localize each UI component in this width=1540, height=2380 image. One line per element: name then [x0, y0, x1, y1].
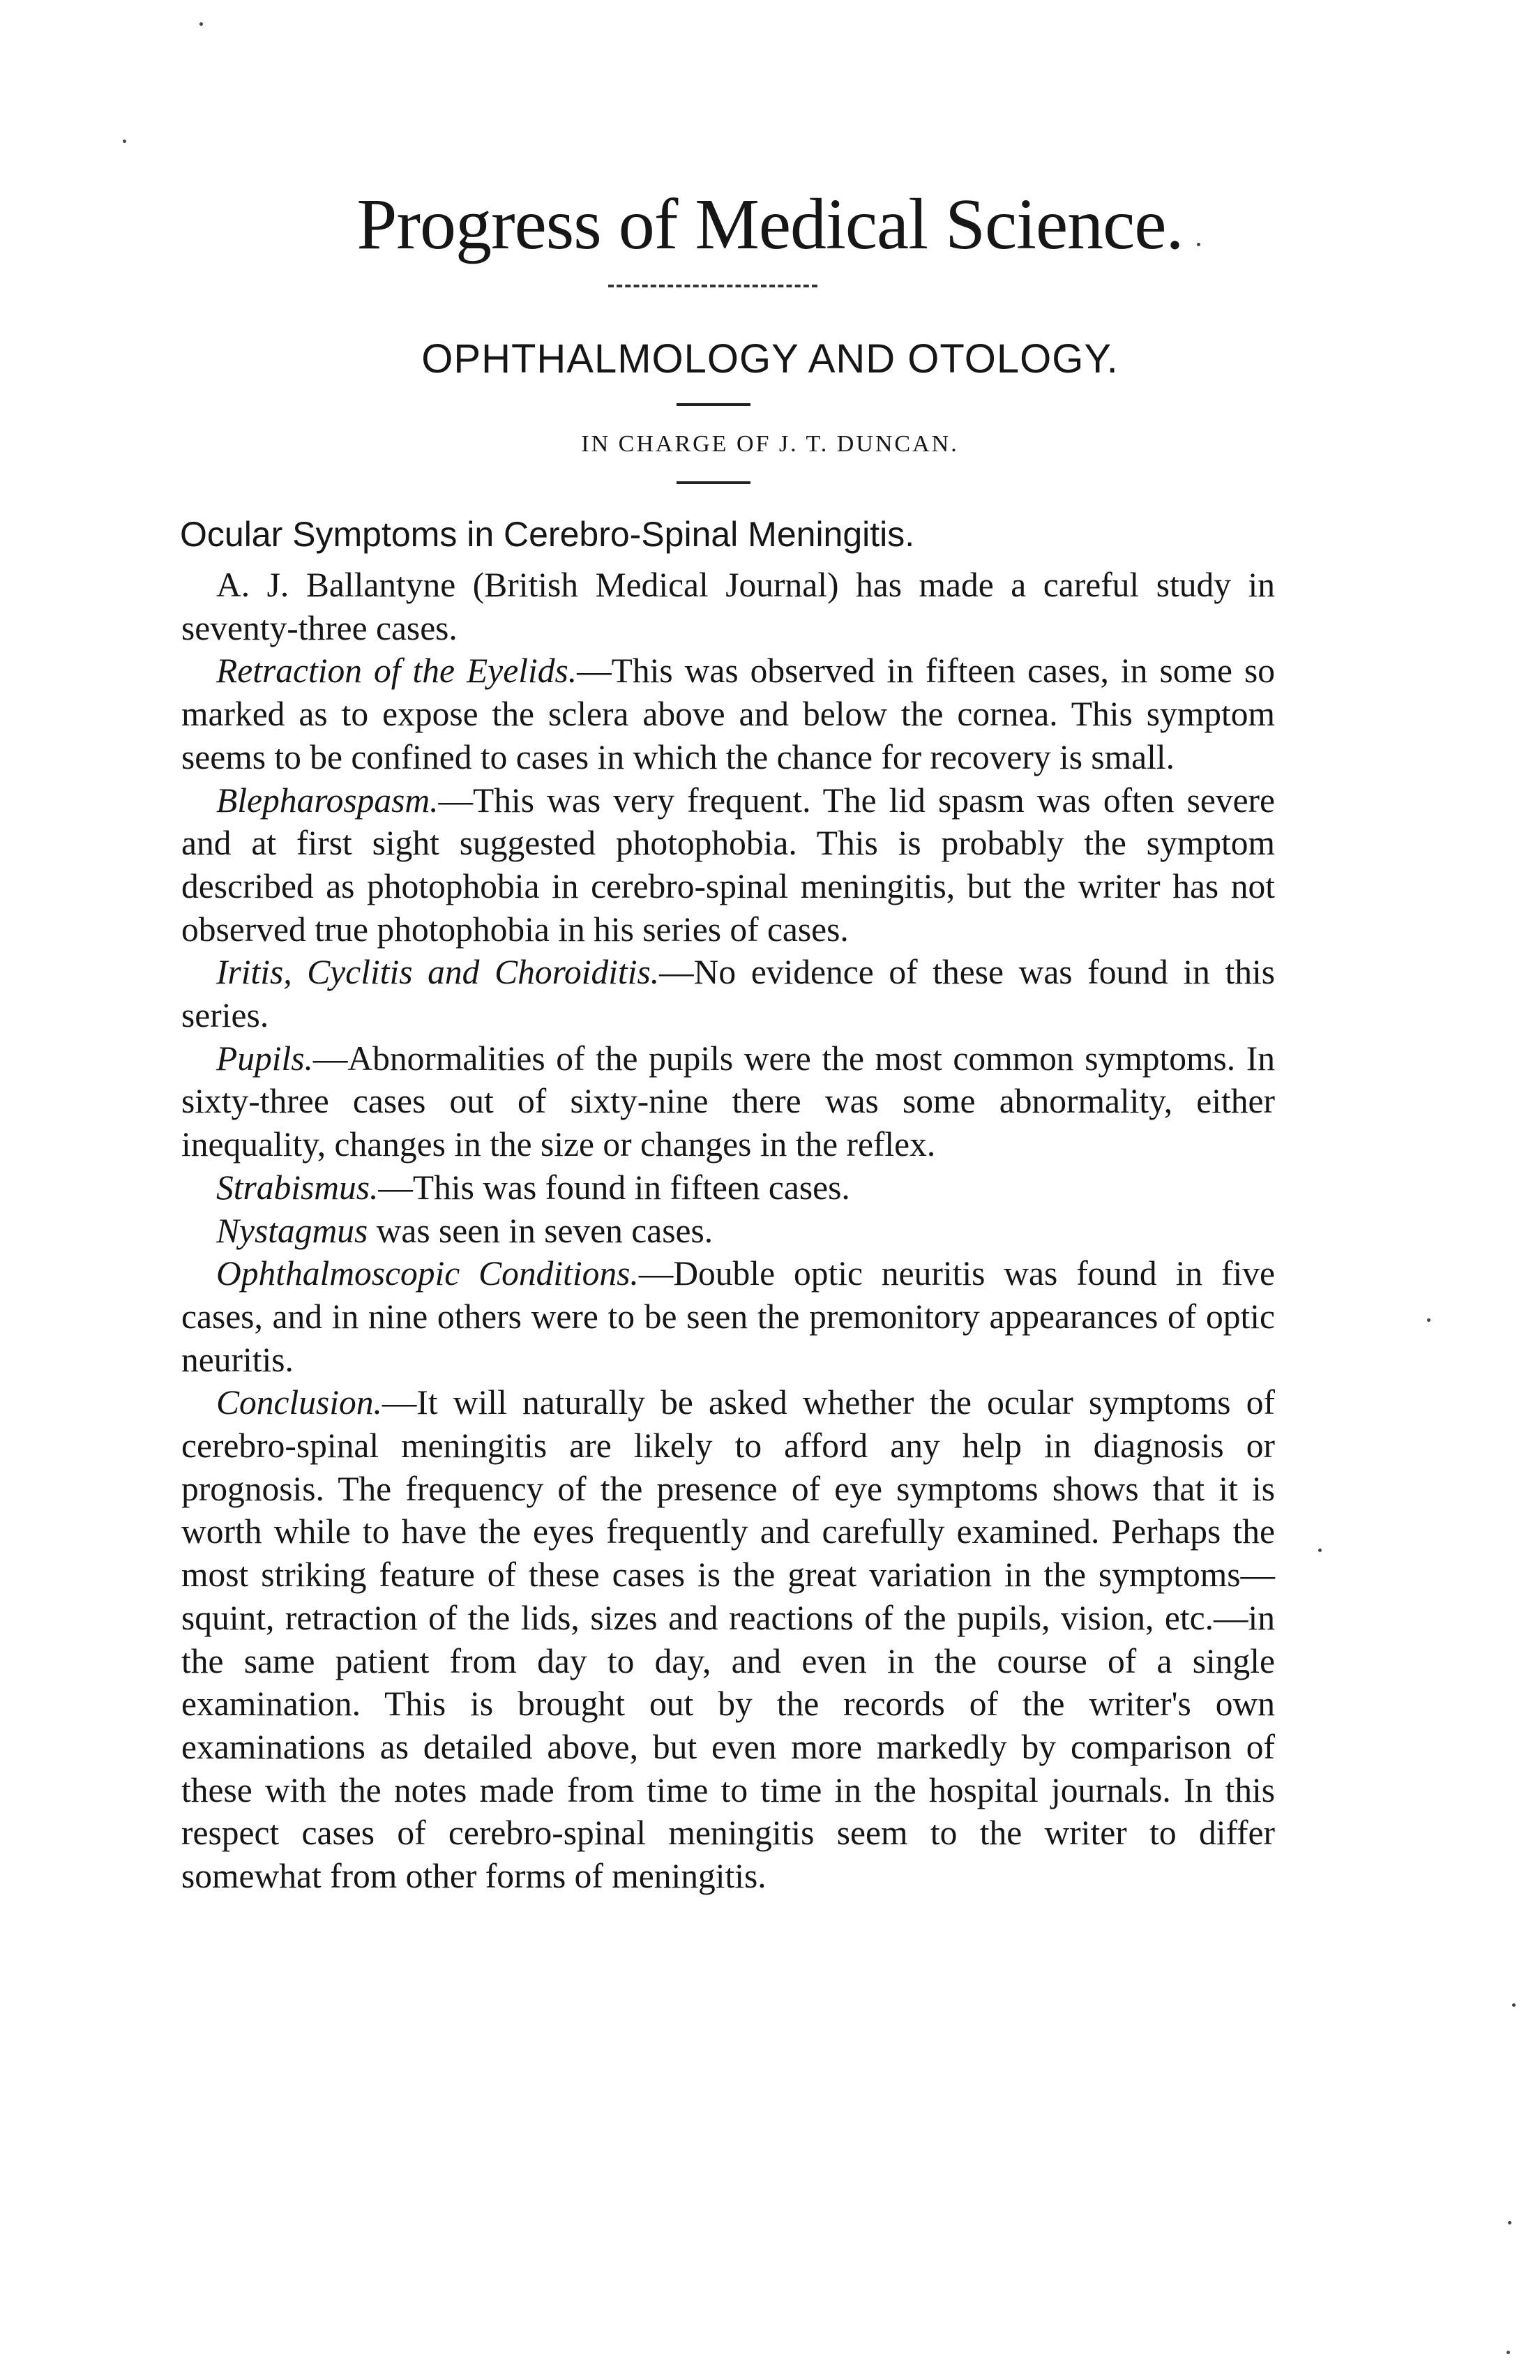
article-body — [181, 564, 1275, 1898]
scan-speck — [1512, 2003, 1516, 2007]
paragraph-ophthalmoscopic — [181, 1252, 1275, 1381]
paragraph-heading: Ophthalmoscopic Conditions. — [216, 1254, 639, 1293]
paragraph-heading: Iritis, Cyclitis and Choroiditis. — [216, 953, 660, 992]
paragraph-text: —Double optic neuritis was found in five cases, and in nine others were to be seen the premonitory appearances of optic neuritis. — [181, 1254, 1275, 1379]
paragraph-heading: Strabismus. — [216, 1168, 379, 1207]
section-divider — [677, 403, 750, 406]
scan-speck — [1427, 1318, 1430, 1322]
editor-divider — [677, 481, 750, 484]
paragraph-heading: Pupils. — [216, 1039, 313, 1078]
article-title: Ocular Symptoms in Cerebro-Spinal Meningitis. — [180, 515, 915, 554]
paragraph-text: —Abnormalities of the pupils were the most common symptoms. In sixty-three cases out of sixty-nine there was some abnormality, either inequality, changes in the size or changes in the reflex. — [181, 1039, 1275, 1164]
paragraph-blepharospasm — [181, 779, 1275, 951]
paragraph-text: A. J. Ballantyne (British Medical Journal) has made a careful study in seventy-three cases. — [181, 566, 1275, 647]
scan-speck — [1197, 243, 1200, 246]
section-title: OPHTHALMOLOGY AND OTOLOGY. — [421, 336, 1119, 382]
paragraph-heading: Retraction of the Eyelids. — [216, 652, 578, 691]
scan-speck — [199, 22, 203, 26]
paragraph-iritis — [181, 951, 1275, 1037]
paragraph-text: —No evidence of these was found in this series. — [181, 953, 1276, 1035]
paragraph-intro — [181, 564, 1275, 649]
scan-speck — [123, 140, 126, 143]
paragraph-text: —This was very frequent. The lid spasm was often severe and at first sight suggested photophobia. This is probably the symptom described as photophobia in cerebro-spinal meningitis, but the writer has not observed true photophobia in his series of cases. — [181, 781, 1275, 949]
paragraph-text: was seen in seven cases. — [368, 1211, 714, 1250]
journal-title: Progress of Medical Science. — [356, 184, 1184, 264]
paragraph-heading: Conclusion. — [216, 1383, 382, 1422]
title-divider — [608, 285, 817, 287]
editor-line: IN CHARGE OF J. T. DUNCAN. — [581, 431, 959, 457]
paragraph-retraction — [181, 649, 1275, 778]
paragraph-heading: Nystagmus — [216, 1211, 368, 1250]
scan-speck — [1318, 1549, 1322, 1552]
paragraph-text: —It will naturally be asked whether the ocular symptoms of cerebro-spinal meningitis are likely to afford any help in diagnosis or prognosis. The frequency of the presence of eye symptoms shows that it is worth while to have the eyes frequently and carefully examined. Perhaps the most striking feature of these cases is the great variation in the symptoms—squint, retraction of the lids, sizes and reactions of the pupils, vision, etc.—in the same patient from day to day, and even in the course of a single examination. This is brought out by the records of the writer's own examinations as detailed above, but even more markedly by comparison of these with the notes made from time to time in the hospital journals. In this respect cases of cerebro-spinal meningitis seem to the writer to differ somewhat from other forms of meningitis. — [181, 1383, 1275, 1896]
paragraph-heading: Blepharospasm. — [216, 781, 439, 820]
paragraph-text: —This was observed in fifteen cases, in some so marked as to expose the sclera above and below the cornea. This symptom seems to be confined to cases in which the chance for recovery is small. — [181, 652, 1275, 776]
paragraph-strabismus — [181, 1166, 1275, 1210]
scan-speck — [1508, 2221, 1511, 2224]
scan-speck — [1507, 2351, 1510, 2354]
paragraph-conclusion — [181, 1381, 1275, 1897]
paragraph-nystagmus — [181, 1210, 1275, 1253]
paragraph-text: —This was found in fifteen cases. — [378, 1168, 850, 1207]
paragraph-pupils — [181, 1037, 1275, 1166]
